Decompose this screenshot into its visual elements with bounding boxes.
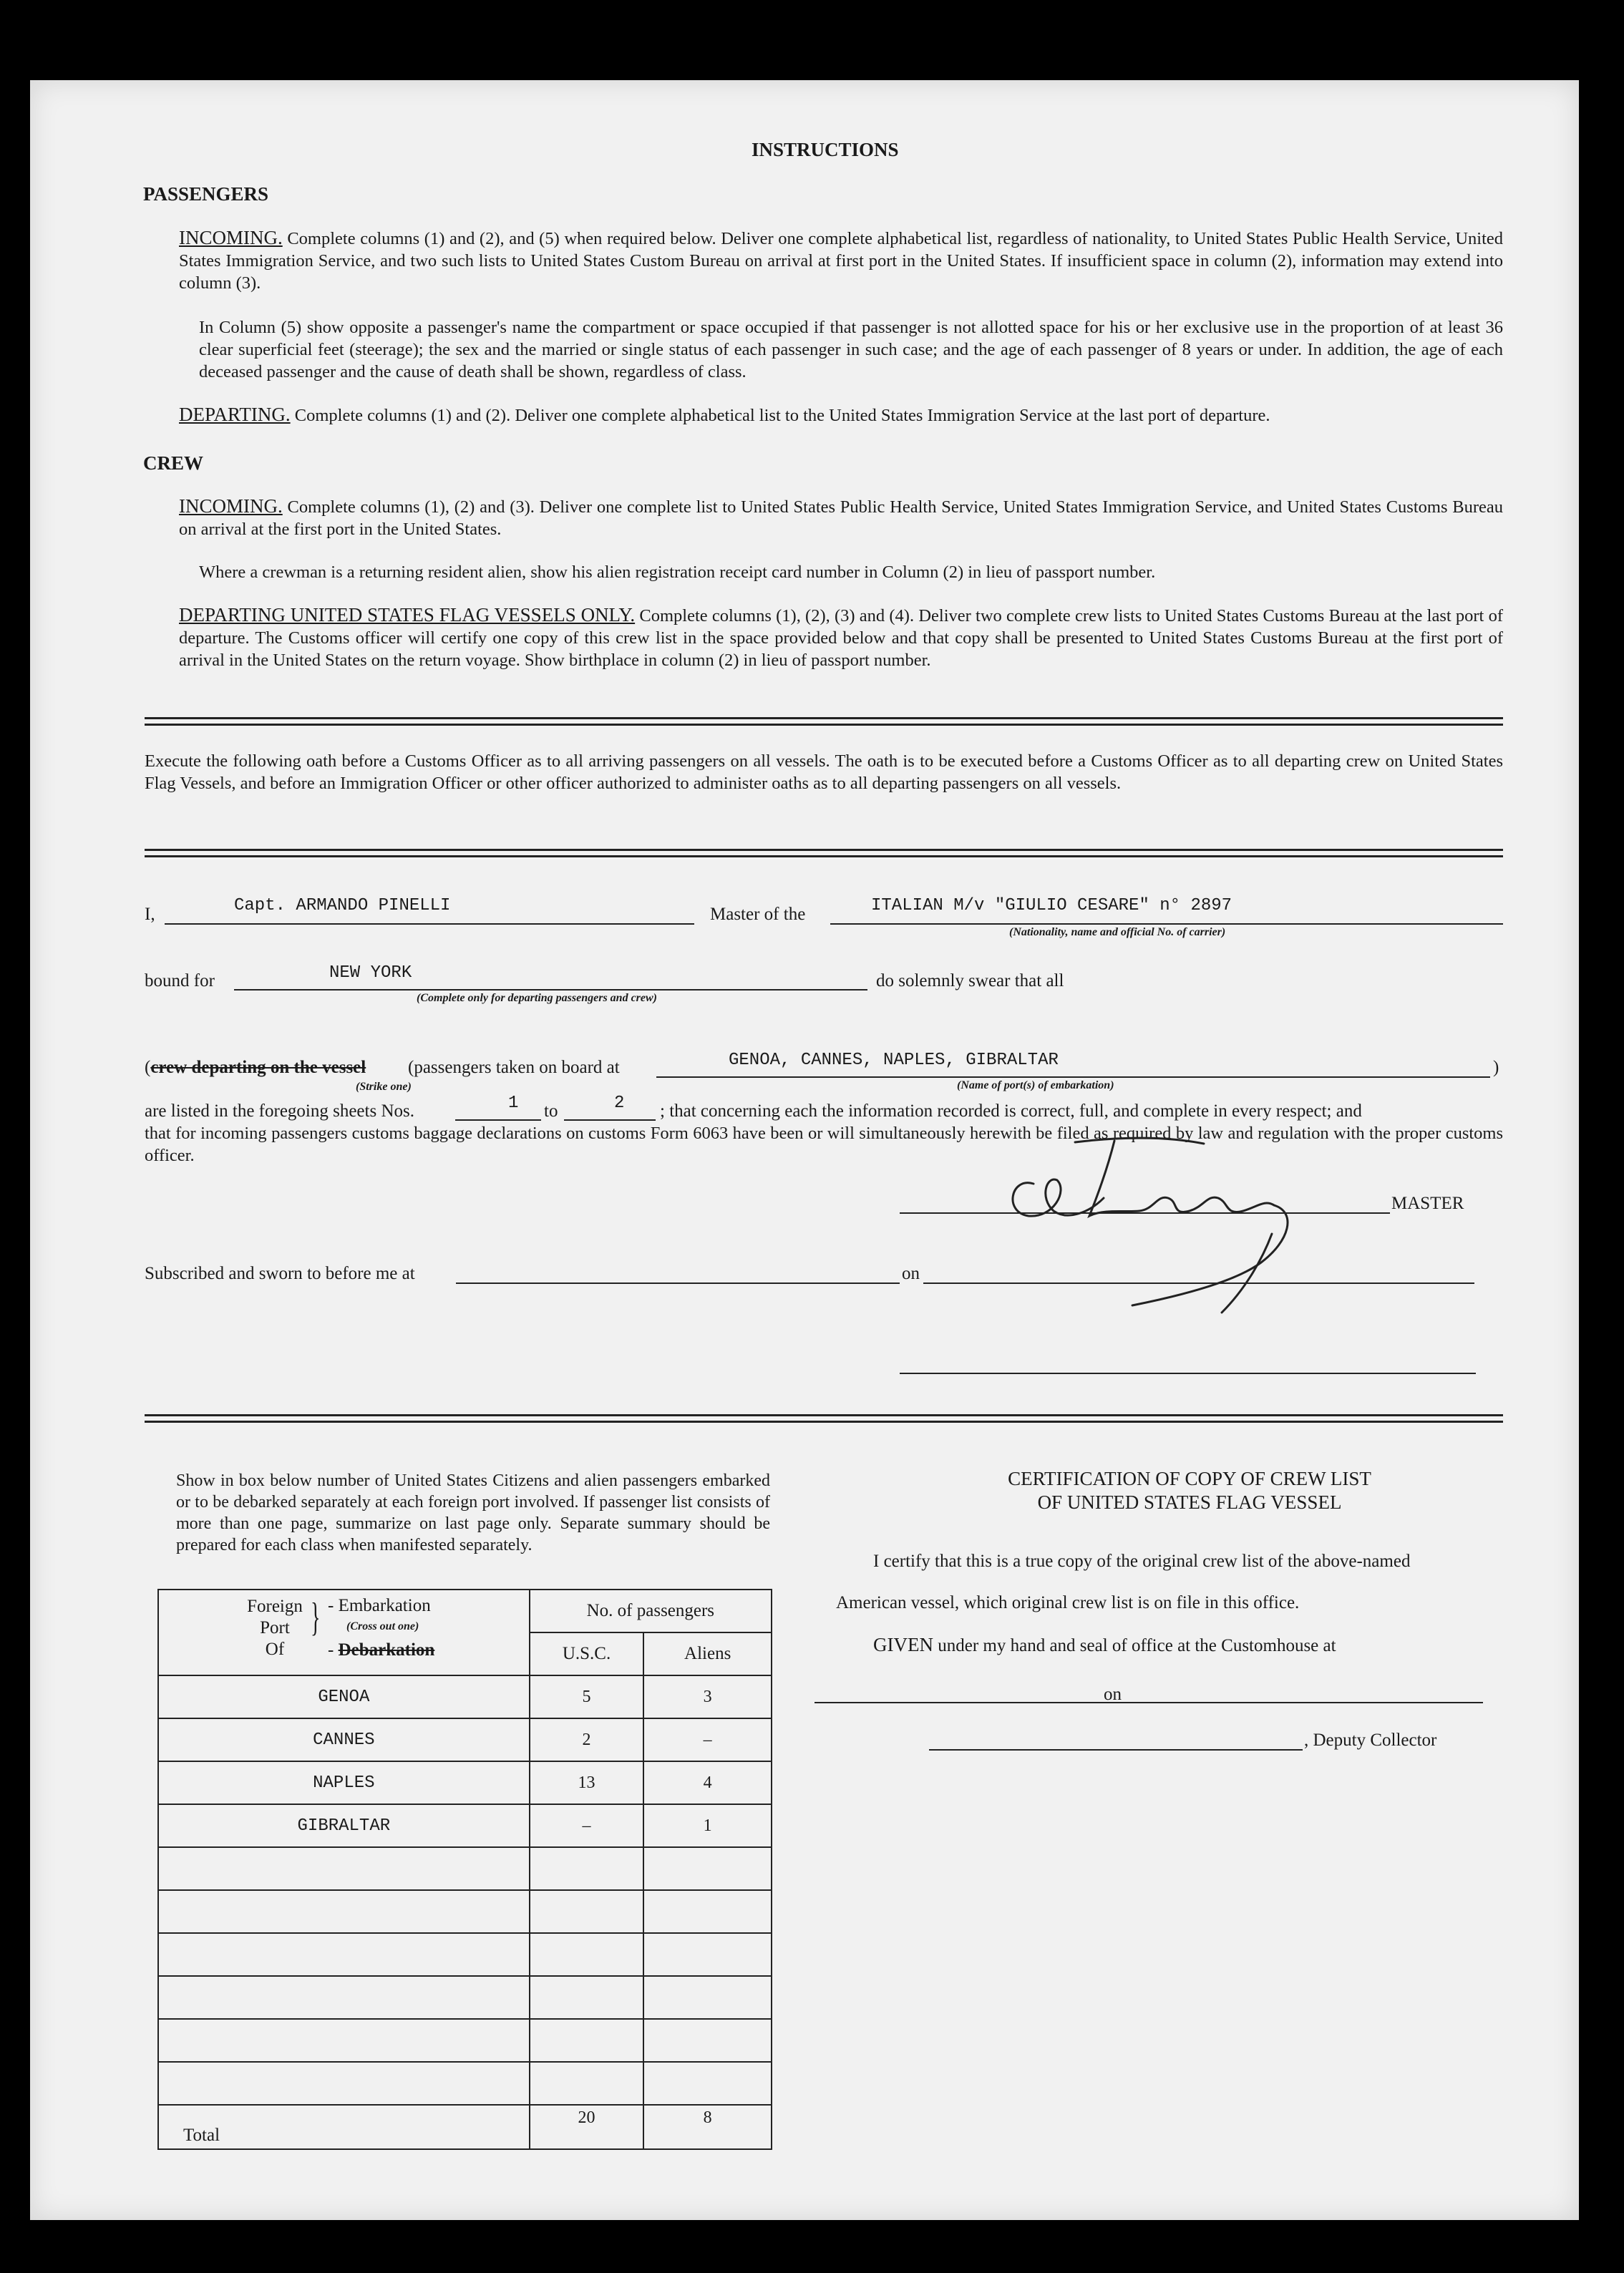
subscribed-place-line <box>456 1282 900 1284</box>
passengers-heading: PASSENGERS <box>143 183 269 205</box>
vessel-line <box>830 923 1503 925</box>
crew-incoming-text: Complete columns (1), (2) and (3). Deliver one complete list to United States Public Health Service, United States Immigration Service, and United States Customs Bureau on arrival at the first port in the United States. <box>179 497 1503 539</box>
concerning-text: ; that concerning each the information recorded is correct, full, and complete in every respect; and <box>660 1101 1362 1121</box>
empty-row <box>158 2019 772 2062</box>
swear-text: do solemnly swear that all <box>876 971 1064 991</box>
paren-open: ( <box>145 1058 151 1077</box>
subscribed-date-line <box>923 1282 1474 1284</box>
passengers-taken-text: (passengers taken on board at <box>408 1058 620 1077</box>
passengers-departing-paragraph <box>179 404 1503 427</box>
given-line <box>873 1633 1336 1658</box>
debarkation-item <box>328 1640 434 1660</box>
aliens-cell: – <box>643 1718 772 1761</box>
empty-row <box>158 1976 772 2019</box>
ports-caption: (Name of port(s) of embarkation) <box>957 1079 1114 1091</box>
divider-double-3 <box>145 1414 1503 1423</box>
destination-line <box>234 989 867 991</box>
header-port-of: Of <box>265 1640 285 1659</box>
header-port-port: Port <box>260 1618 290 1637</box>
vessel-value: ITALIAN M/v "GIULIO CESARE" n° 2897 <box>871 896 1232 915</box>
destination-value: NEW YORK <box>329 963 412 983</box>
table-row <box>158 1675 772 1718</box>
master-label: MASTER <box>1391 1194 1464 1213</box>
passengers-incoming-label: INCOMING. <box>179 227 283 248</box>
crew-incoming-label: INCOMING. <box>179 495 283 517</box>
header-port-foreign: Foreign <box>247 1597 303 1616</box>
listed-text: are listed in the foregoing sheets Nos. <box>145 1101 414 1121</box>
sheet-from-value: 1 <box>508 1094 519 1113</box>
paren-close: ) <box>1493 1058 1499 1077</box>
certification-title-line-2: OF UNITED STATES FLAG VESSEL <box>1037 1491 1342 1513</box>
total-row <box>158 2105 772 2149</box>
cross-out-caption: (Cross out one) <box>346 1620 419 1632</box>
table-row <box>158 1718 772 1761</box>
given-text: under my hand and seal of office at the Customhouse at <box>938 1636 1336 1655</box>
total-label: Total <box>158 2105 530 2149</box>
strike-phrase <box>145 1056 366 1079</box>
crew-departing-paragraph <box>179 604 1503 671</box>
ports-line <box>656 1076 1490 1078</box>
aliens-cell: 4 <box>643 1761 772 1804</box>
header-aliens: Aliens <box>643 1632 772 1675</box>
port-cell: NAPLES <box>158 1761 530 1804</box>
empty-row <box>158 1890 772 1933</box>
aliens-cell: 3 <box>643 1675 772 1718</box>
crew-resident-text: Where a crewman is a returning resident alien, show his alien registration receipt card number in Column (2) in lieu of passport number. <box>199 563 1156 582</box>
table-row <box>158 1804 772 1847</box>
ports-value: GENOA, CANNES, NAPLES, GIBRALTAR <box>729 1051 1059 1070</box>
divider-double-1 <box>145 717 1503 726</box>
sheet-to-value: 2 <box>614 1094 625 1113</box>
header-dash: - <box>328 1640 334 1660</box>
to-label: to <box>544 1101 558 1121</box>
master-of-label: Master of the <box>710 905 806 924</box>
certification-date-line <box>1124 1702 1483 1703</box>
destination-caption: (Complete only for departing passengers and crew) <box>417 992 657 1004</box>
passengers-departing-text: Complete columns (1) and (2). Deliver one complete alphabetical list to the United States Immigration Service at the last port of departure. <box>294 406 1270 425</box>
header-port-cell: Foreign Port Of } - Embarkation (Cross out one) - Debarkation <box>158 1590 530 1675</box>
given-label: GIVEN <box>873 1634 933 1655</box>
certification-title-line-1: CERTIFICATION OF COPY OF CREW LIST <box>1008 1468 1371 1489</box>
sheet-from-line <box>455 1119 541 1121</box>
passengers-incoming-paragraph <box>179 227 1503 294</box>
master-signature <box>989 1126 1318 1341</box>
subscribed-label: Subscribed and sworn to before me at <box>145 1264 415 1283</box>
divider-double-2 <box>145 849 1503 857</box>
total-usc: 20 <box>530 2105 644 2149</box>
customhouse-place-line <box>815 1702 1137 1703</box>
crew-departing-text: Complete columns (1), (2), (3) and (4). Deliver two complete crew lists to United States Customs Bureau at the last port of departure. The Customs officer will certify one copy of this crew list in the space provided below and that copy shall be presented to United States Customs Bureau at the first port of arrival in the United States on the return voyage. Show birthplace in column (2) in lieu of passport number. <box>179 606 1504 670</box>
strike-caption: (Strike one) <box>356 1081 412 1093</box>
usc-cell: 13 <box>530 1761 644 1804</box>
total-aliens: 8 <box>643 2105 772 2149</box>
crew-incoming-paragraph <box>179 495 1503 540</box>
deputy-collector-label: , Deputy Collector <box>1304 1731 1437 1750</box>
usc-cell: – <box>530 1804 644 1847</box>
port-cell: CANNES <box>158 1718 530 1761</box>
officer-signature-line <box>900 1373 1476 1374</box>
passengers-departing-label: DEPARTING. <box>179 404 291 425</box>
empty-row <box>158 1847 772 1890</box>
sheet-to-line <box>564 1119 656 1121</box>
usc-cell: 2 <box>530 1718 644 1761</box>
table-row <box>158 1761 772 1804</box>
oath-instruction: Execute the following oath before a Customs Officer as to all arriving passengers on all vessels. The oath is to be executed before a Customs Officer as to all departing crew on United States Flag Vessels, and before an Immigration Officer or other officer authorized to administer oaths as to all departing passengers on all vessels. <box>145 751 1503 793</box>
master-name-value: Capt. ARMANDO PINELLI <box>234 896 451 915</box>
port-cell: GIBRALTAR <box>158 1804 530 1847</box>
crew-departing-label: DEPARTING UNITED STATES FLAG VESSELS ONLY. <box>179 604 636 626</box>
instructions-title: INSTRUCTIONS <box>752 139 899 160</box>
certification-text-2: American vessel, which original crew list is on file in this office. <box>836 1593 1300 1612</box>
deputy-collector-line <box>929 1749 1303 1751</box>
passengers-incoming-text: Complete columns (1) and (2), and (5) when required below. Deliver one complete alphabetical list, regardless of nationality, to United States Public Health Service, United States Immigration Service, and two such lists to United States Custom Bureau on arrival at first port in the United States. If insufficient space in column (2), information may extend into column (3). <box>179 229 1503 293</box>
baggage-text: that for incoming passengers customs baggage declarations on customs Form 6063 have been or will simultaneously herewith be filed as required by law and regulation with the proper customs officer. <box>145 1124 1503 1165</box>
table-header-row-1 <box>158 1590 772 1632</box>
embarkation-label: - Embarkation <box>328 1596 431 1615</box>
passengers-column5-text: In Column (5) show opposite a passenger's name the compartment or space occupied if that passenger is not allotted space for his or her exclusive use in the proportion of at least 36 clear superficial feet (steerage); the sex and the married or single status of each passenger in such case; and the age of each passenger of 8 years or under. In addition, the age of each deceased passenger and the cause of death shall be shown, regardless of class. <box>199 318 1503 381</box>
header-passengers: No. of passengers <box>530 1590 772 1632</box>
port-cell: GENOA <box>158 1675 530 1718</box>
header-usc: U.S.C. <box>530 1632 644 1675</box>
passenger-summary-table <box>157 1589 772 2150</box>
bound-for-label: bound for <box>145 971 215 991</box>
certification-on-label: on <box>1104 1685 1122 1704</box>
summary-instruction: Show in box below number of United States Citizens and alien passengers embarked or to be debarked separately at each foreign port involved. If passenger list consists of more than one page, summarize on last page only. Separate summary should be prepared for each class when manifested separately. <box>176 1471 770 1554</box>
subscribed-on-label: on <box>902 1264 920 1283</box>
aliens-cell: 1 <box>643 1804 772 1847</box>
master-name-line <box>165 923 694 925</box>
oath-i-label: I, <box>145 905 155 924</box>
usc-cell: 5 <box>530 1675 644 1718</box>
crew-heading: CREW <box>143 452 204 474</box>
document-page <box>30 80 1579 2220</box>
struck-crew-departing: crew departing on the vessel <box>150 1058 366 1077</box>
master-signature-line <box>900 1212 1390 1214</box>
empty-row <box>158 1933 772 1976</box>
certification-text-1: I certify that this is a true copy of the original crew list of the above-named <box>873 1552 1411 1571</box>
debarkation-label: Debarkation <box>338 1640 435 1660</box>
vessel-caption: (Nationality, name and official No. of carrier) <box>1009 926 1226 938</box>
certification-title <box>832 1467 1547 1514</box>
empty-row <box>158 2062 772 2105</box>
